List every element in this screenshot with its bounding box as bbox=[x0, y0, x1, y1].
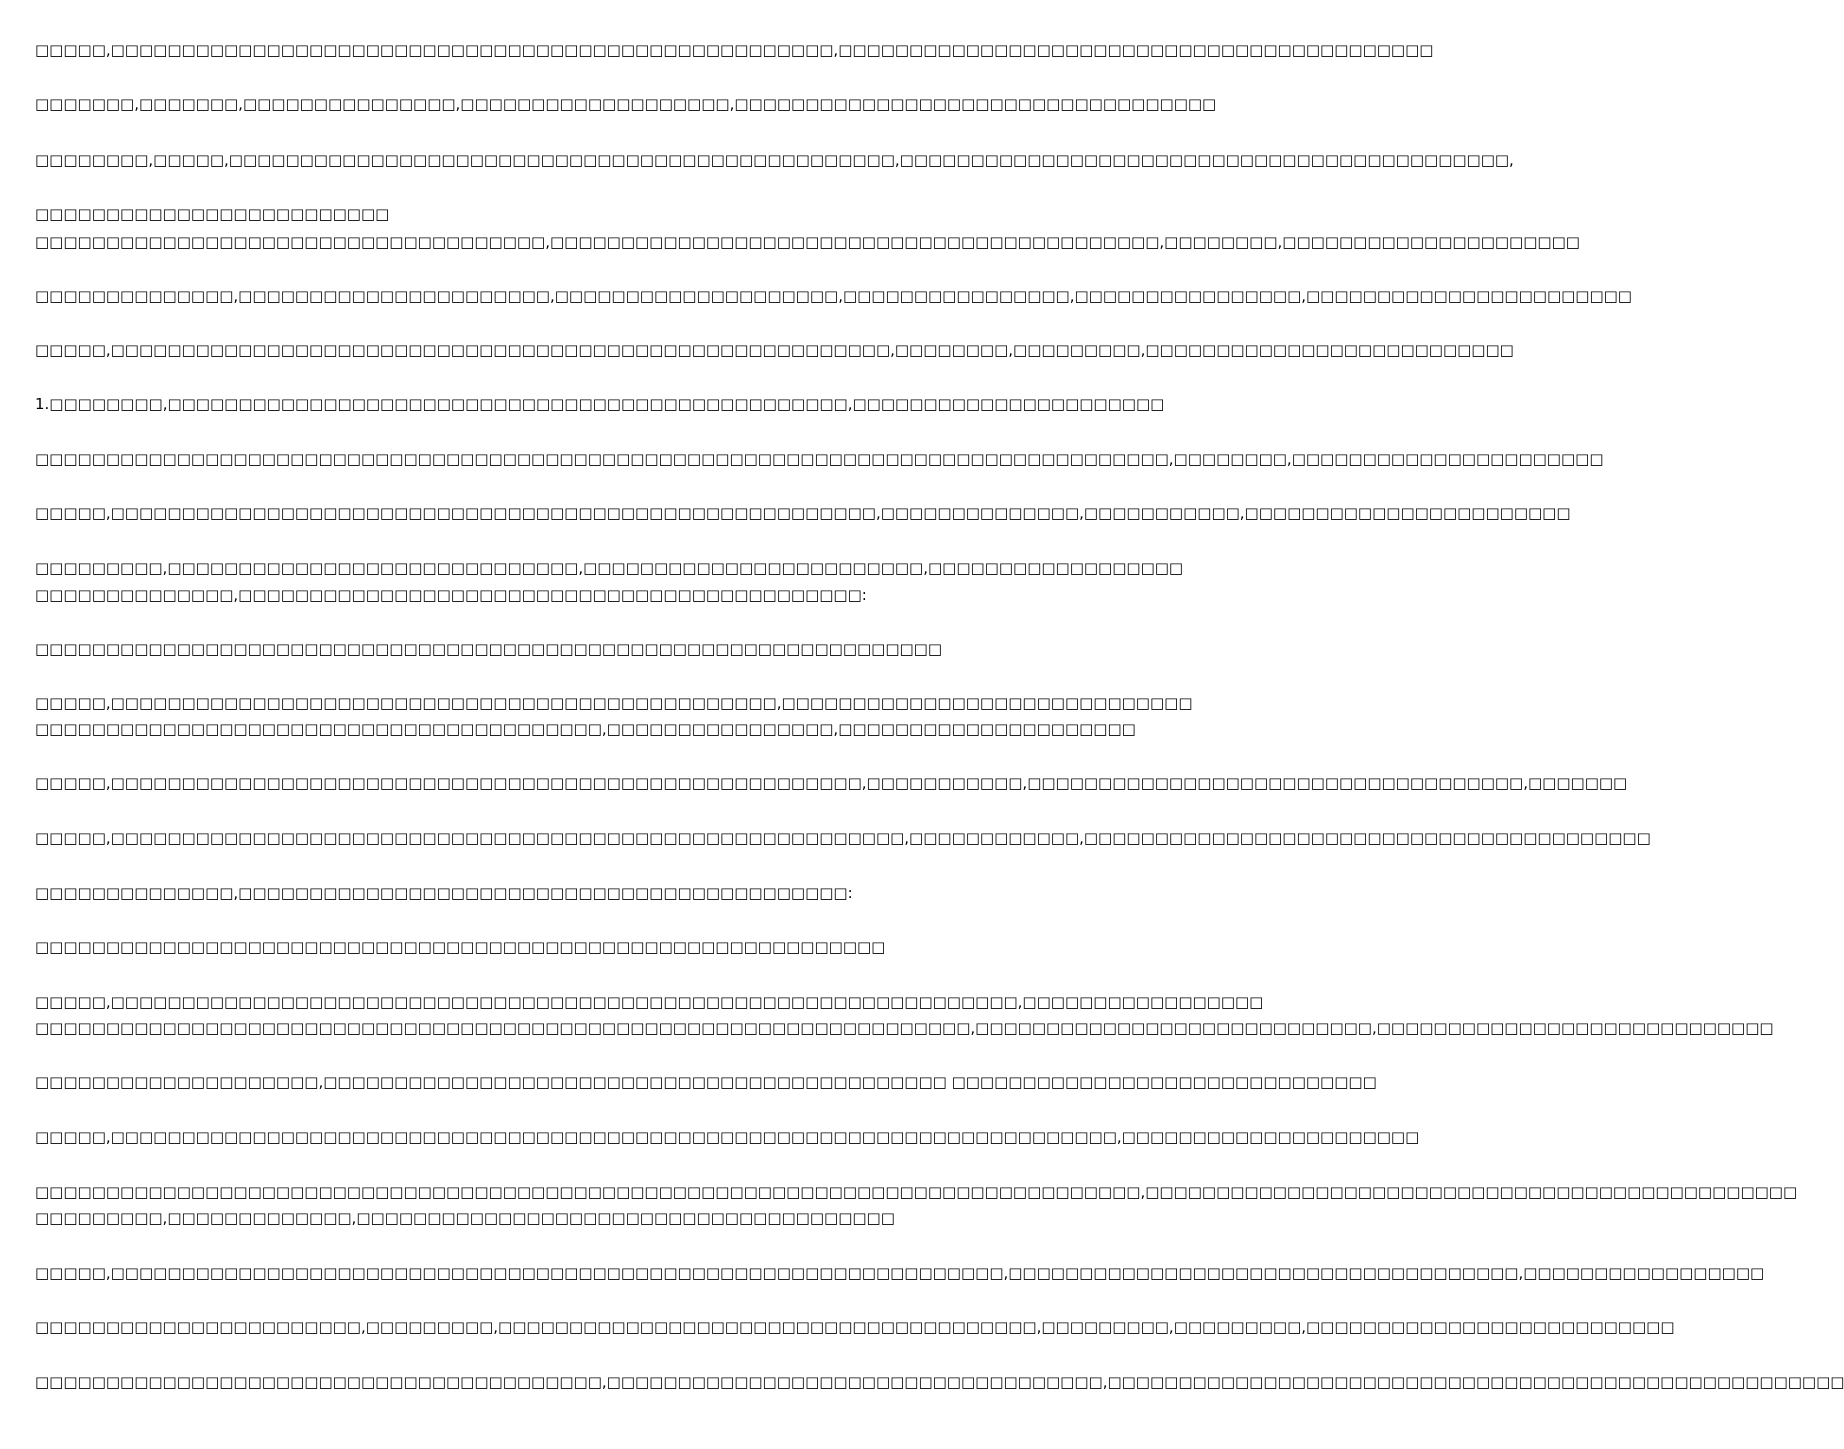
text-line: □□□□□,□□□□□□□□□□□□□□□□□□□□□□□□□□□□□□□□□□□□□□□□□□□□□□□□□□□□□□□□□□□□□□□□□□□□□□□,□□□□□□□□□□□□□□□□□□□□□ bbox=[35, 1128, 1420, 1146]
text-line: □□□□□□□□□□□□□□□□□□□□□□□□□ bbox=[35, 205, 390, 223]
text-line: □□□□□□□□□□□□□□□□□□□□□□□□□□□□□□□□□□□□□□□□□□□□□□□□□□□□□□□□□□□□□□□□□□□□□□□□□□□□□□□□,□□□□□□□□,□□□□□□□□□□□□□□□□□□□□□□ bbox=[35, 450, 1604, 468]
text-line: □□□□□□□□□□□□□□□□□□□□□□□□□□□□□□□□□□□□□□□□,□□□□□□□□□□□□□□□□,□□□□□□□□□□□□□□□□□□□□□ bbox=[35, 720, 1136, 738]
text-line: □□□□□,□□□□□□□□□□□□□□□□□□□□□□□□□□□□□□□□□□□□□□□□□□□□□□□□□□□□□□□□□□□□□□□□,□□□□□□□□□□□□□□□□□ bbox=[35, 993, 1264, 1011]
text-line: □□□□□,□□□□□□□□□□□□□□□□□□□□□□□□□□□□□□□□□□□□□□□□□□□□□□□□□□□□□□□,□□□□□□□□,□□□□□□□□□,□□□□□□□□□□□□□□□□□□□□□□□□□□ bbox=[35, 341, 1514, 359]
text-line: □□□□□,□□□□□□□□□□□□□□□□□□□□□□□□□□□□□□□□□□□□□□□□□□□□□□□□□□□,□□□□□□□□□□□□□□□□□□□□□□□□□□□□□□□□□□□□□□□□□□ bbox=[35, 41, 1434, 59]
text-line: □□□□□□□□□□□□□□□□□□□□□□□□□□□□□□□□□□□□,□□□□□□□□□□□□□□□□□□□□□□□□□□□□□□□□□□□□□□□□□□□,□□□□□□□□,□□□□□□□□□□□□□□□□□□□□□ bbox=[35, 233, 1580, 251]
text-line: □□□□□□□□□□□□□□,□□□□□□□□□□□□□□□□□□□□□□□□□□□□□□□□□□□□□□□□□□□□: bbox=[35, 586, 867, 604]
text-line: □□□□□,□□□□□□□□□□□□□□□□□□□□□□□□□□□□□□□□□□□□□□□□□□□□□□□,□□□□□□□□□□□□□□□□□□□□□□□□□□□□□ bbox=[35, 694, 1193, 712]
text-line: □□□□□□□□□,□□□□□□□□□□□□□□□□□□□□□□□□□□□□□,□□□□□□□□□□□□□□□□□□□□□□□□,□□□□□□□□□□□□□□□□□□ bbox=[35, 559, 1184, 577]
text-line: □□□□□□□□□□□□□□,□□□□□□□□□□□□□□□□□□□□□□□□□□□□□□□□□□□□□□□□□□□: bbox=[35, 884, 853, 902]
text-line: □□□□□,□□□□□□□□□□□□□□□□□□□□□□□□□□□□□□□□□□□□□□□□□□□□□□□□□□□□□□□□□□□□□□□,□□□□□□□□□□□□□□□□□□□□□□□□□□□□□□□□□□□□,□□□□□□□□□□□□□□□□□ bbox=[35, 1264, 1765, 1282]
text-line: □□□□□□□□,□□□□□,□□□□□□□□□□□□□□□□□□□□□□□□□□□□□□□□□□□□□□□□□□□□□□□,□□□□□□□□□□□□□□□□□□□□□□□□□□□□□□□□□□□□□□□□□□□, bbox=[35, 151, 1514, 169]
text-line: □□□□□,□□□□□□□□□□□□□□□□□□□□□□□□□□□□□□□□□□□□□□□□□□□□□□□□□□□□□□,□□□□□□□□□□□□□□,□□□□□□□□□□□,□□□□□□□□□□□□□□□□□□□□□□□ bbox=[35, 504, 1571, 522]
text-line: □□□□□,□□□□□□□□□□□□□□□□□□□□□□□□□□□□□□□□□□□□□□□□□□□□□□□□□□□□□,□□□□□□□□□□□,□□□□□□□□□□□□□□□□□□□□□□□□□□□□□□□□□□□,□□□□□□□ bbox=[35, 774, 1628, 792]
text-line: □□□□□□□□□,□□□□□□□□□□□□□,□□□□□□□□□□□□□□□□□□□□□□□□□□□□□□□□□□□□□□ bbox=[35, 1209, 895, 1227]
text-line: □□□□□,□□□□□□□□□□□□□□□□□□□□□□□□□□□□□□□□□□□□□□□□□□□□□□□□□□□□□□□□,□□□□□□□□□□□□,□□□□□□□□□□□□□□□□□□□□□□□□□□□□□□□□□□□□□□□□ bbox=[35, 829, 1651, 847]
text-line: □□□□□□□,□□□□□□□,□□□□□□□□□□□□□□□,□□□□□□□□□□□□□□□□□□□,□□□□□□□□□□□□□□□□□□□□□□□□□□□□□□□□□□ bbox=[35, 95, 1217, 113]
text-line: □□□□□□□□□□□□□□□□□□□□□□□□□□□□□□□□□□□□□□□□□□□□□□□□□□□□□□□□□□□□□□□□ bbox=[35, 640, 943, 658]
text-line: □□□□□□□□□□□□□□□□□□□□□□□□□□□□□□□□□□□□□□□□□□□□□□□□□□□□□□□□□□□□□□□□□□,□□□□□□□□□□□□□□□□□□□□□□□□□□□□,□□□□□□□□□□□□□□□□□□□□□□□□□□□□ bbox=[35, 1019, 1774, 1037]
text-line: □□□□□□□□□□□□□□□□□□□□□□□□□□□□□□□□□□□□□□□□,□□□□□□□□□□□□□□□□□□□□□□□□□□□□□□□□□□□,□□□□□□□□□□□□□□□□□□□□□□□□□□□□□□□□□□□□□□□□□□□□□□□□□□□□ bbox=[35, 1373, 1844, 1391]
text-line: □□□□□□□□□□□□□□□□□□□□□□□□□□□□□□□□□□□□□□□□□□□□□□□□□□□□□□□□□□□□□□□□□□□□□□□□□□□□□□,□□□□□□□□□□□□□□□□□□□□□□□□□□□□□□□□□□□□□□□□□□□□□□ bbox=[35, 1183, 1798, 1201]
text-line: □□□□□□□□□□□□□□□□□□□□□□□,□□□□□□□□□,□□□□□□□□□□□□□□□□□□□□□□□□□□□□□□□□□□□□□□,□□□□□□□□□,□□□□□□□□□,□□□□□□□□□□□□□□□□□□□□□□□□□□ bbox=[35, 1318, 1675, 1336]
text-line: □□□□□□□□□□□□□□,□□□□□□□□□□□□□□□□□□□□□□,□□□□□□□□□□□□□□□□□□□□,□□□□□□□□□□□□□□□□,□□□□□□□□□□□□□□□□,□□□□□□□□□□□□□□□□□□□□□□□ bbox=[35, 287, 1632, 305]
text-line: □□□□□□□□□□□□□□□□□□□□,□□□□□□□□□□□□□□□□□□□□□□□□□□□□□□□□□□□□□□□□□□□□ □□□□□□□□□□□□□□□□□□□□□□□□□□□□□□ bbox=[35, 1073, 1377, 1091]
text-line: 1.□□□□□□□□,□□□□□□□□□□□□□□□□□□□□□□□□□□□□□□□□□□□□□□□□□□□□□□□□,□□□□□□□□□□□□□□□□□□□□□□ bbox=[35, 395, 1165, 413]
text-line: □□□□□□□□□□□□□□□□□□□□□□□□□□□□□□□□□□□□□□□□□□□□□□□□□□□□□□□□□□□□ bbox=[35, 938, 886, 956]
